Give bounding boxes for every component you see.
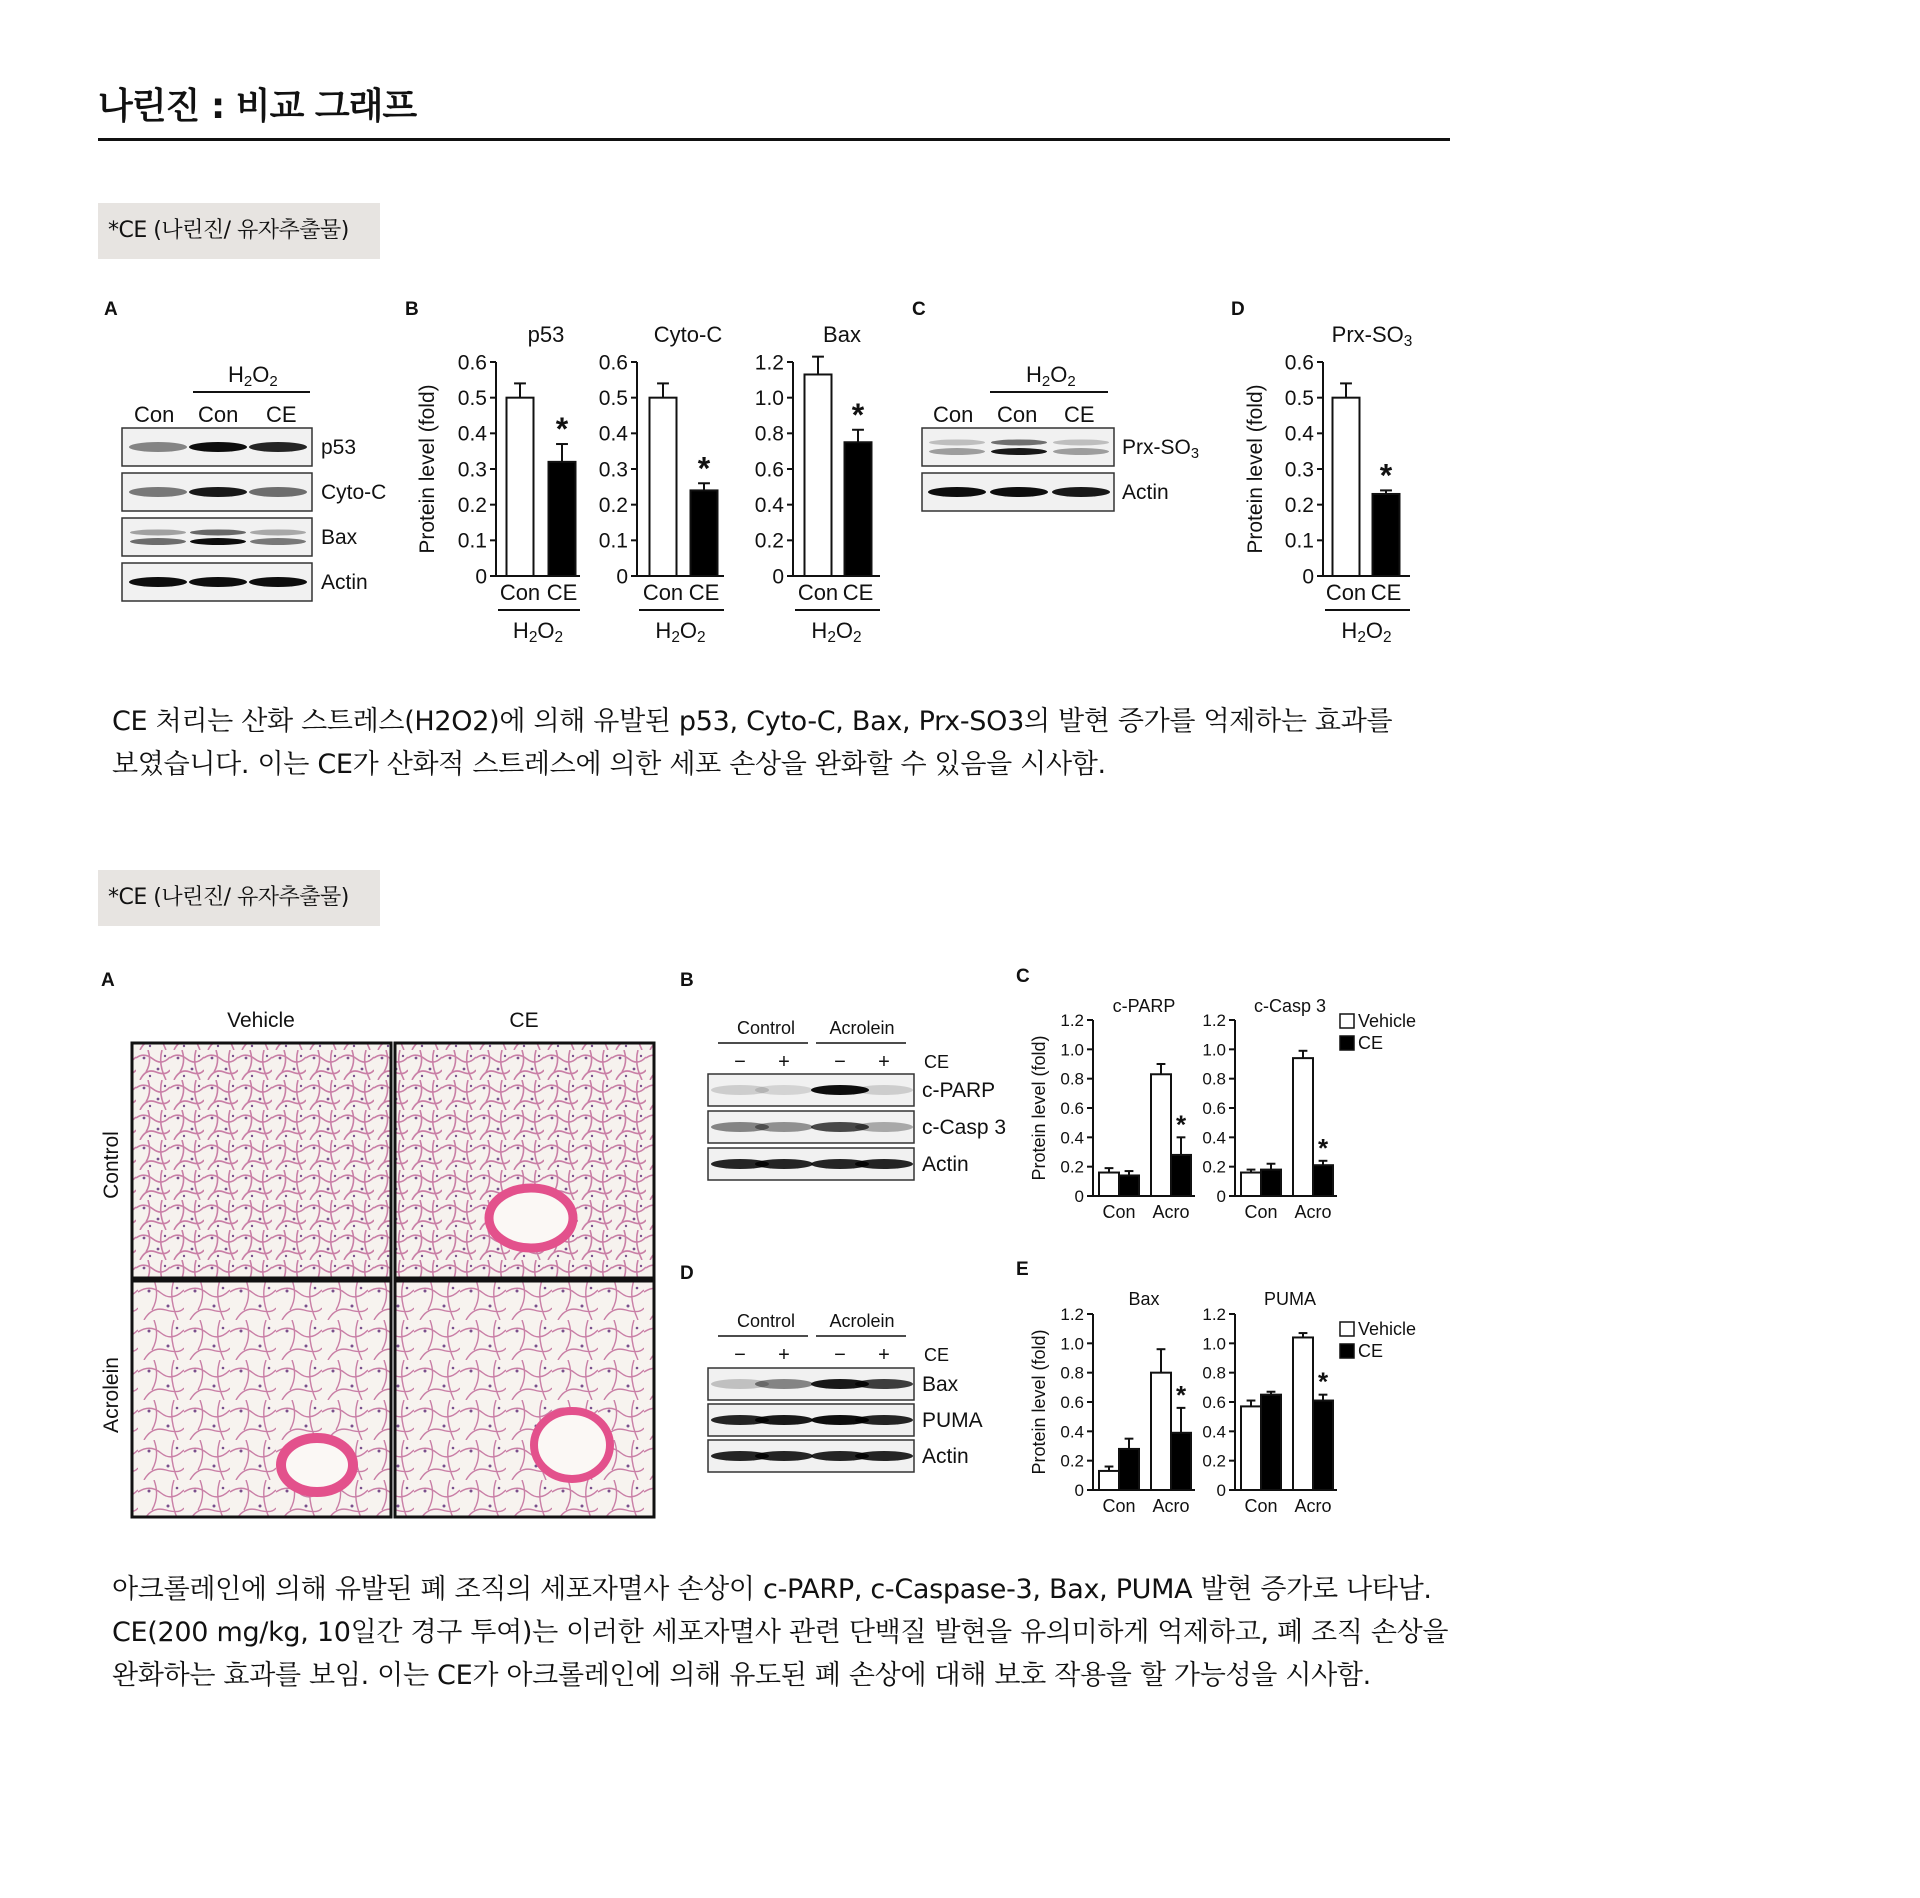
chart-bax (755, 322, 880, 646)
histology-control-ce (395, 1043, 654, 1278)
bar (1293, 1058, 1313, 1196)
band (189, 442, 247, 452)
x-axis-label: H2O2 (512, 618, 564, 646)
bar (1373, 494, 1400, 576)
histology-acrolein-vehicle (132, 1281, 391, 1517)
significance-star: * (697, 450, 711, 487)
airway-acrolein-vehicle (281, 1438, 353, 1492)
x-tick-label: Con (642, 580, 684, 605)
blot-strip-bax (708, 1368, 914, 1400)
y-tick-label: 0 (1074, 1480, 1084, 1500)
blot-strip-p53 (122, 428, 312, 466)
y-tick-label: 0.6 (754, 458, 784, 482)
y-tick-label: 1.2 (1202, 1304, 1226, 1324)
blot-strip-c-casp-3 (708, 1111, 914, 1143)
y-tick-label: 0.1 (457, 529, 487, 553)
band (855, 1415, 913, 1425)
section-tag-1: *CE (나린진/ 유자추출물) (98, 203, 380, 259)
y-tick-label: 0.5 (457, 387, 487, 411)
legend-swatch (1340, 1322, 1354, 1336)
bar (1241, 1406, 1261, 1490)
significance-star: * (1317, 1132, 1329, 1163)
blot-row-label: Actin (922, 1445, 969, 1468)
blot-row-label: Prx-SO3 (1122, 436, 1200, 462)
band (249, 442, 307, 452)
x-tick-label: Con (1244, 1496, 1278, 1516)
bar (1099, 1471, 1119, 1490)
y-tick-label: 0.3 (1284, 458, 1314, 482)
y-tick-label: 0 (1216, 1186, 1226, 1206)
chart-title: Prx-SO3 (1331, 322, 1413, 350)
blot-strip-actin (708, 1148, 914, 1180)
band (189, 577, 247, 587)
title-divider (98, 138, 1450, 141)
band (190, 529, 246, 535)
blot-a-lane-1: Con (134, 402, 175, 427)
blot-c-lane-1: Con (933, 402, 974, 427)
blot-b-sign-1: − (734, 1051, 746, 1073)
blot-b-group-control: Control (736, 1018, 796, 1038)
significance-star: * (1317, 1366, 1329, 1397)
blot-b-sign-3: − (834, 1051, 846, 1073)
bar (1293, 1337, 1313, 1490)
x-tick-label: Con (1102, 1496, 1136, 1516)
band (990, 487, 1048, 497)
bar (507, 398, 534, 576)
chart-title: p53 (527, 322, 565, 347)
band (190, 538, 246, 545)
legend-swatch (1340, 1014, 1354, 1028)
band (811, 1159, 869, 1169)
band (711, 1122, 769, 1132)
histology-row-acrolein: Acrolein (100, 1357, 123, 1433)
blot-d-group-acrolein: Acrolein (829, 1311, 895, 1331)
blot-strip-actin (708, 1440, 914, 1472)
airway-control-ce (489, 1188, 573, 1248)
x-tick-label: CE (1370, 580, 1402, 605)
x-tick-label: Con (1102, 1202, 1136, 1222)
band (130, 538, 186, 545)
y-tick-label: 0.4 (457, 422, 487, 446)
y-tick-label: 0 (772, 565, 784, 589)
panel-label-a: A (104, 299, 118, 320)
band (811, 1122, 869, 1132)
band (129, 577, 187, 587)
significance-star: * (1379, 457, 1393, 494)
y-tick-label: 0 (616, 565, 628, 589)
blot-c-group-label: H2O2 (1026, 362, 1076, 390)
band (855, 1379, 913, 1389)
page-title: 나린진 : 비교 그래프 (98, 86, 417, 127)
y-tick-label: 1.0 (1202, 1040, 1226, 1060)
y-tick-label: 0.4 (1060, 1422, 1084, 1442)
histology-grid (100, 1009, 654, 1517)
legend-label: CE (1358, 1341, 1384, 1361)
band (811, 1379, 869, 1389)
bar (1261, 1170, 1281, 1196)
bar (1241, 1173, 1261, 1196)
y-tick-label: 1.2 (1060, 1010, 1084, 1030)
blot-row-label: Actin (1122, 481, 1169, 504)
histology-col-vehicle: Vehicle (227, 1009, 295, 1032)
band (129, 442, 187, 452)
panel-label-d: D (1231, 299, 1245, 320)
band (1052, 487, 1110, 497)
band (1053, 448, 1109, 455)
description-paragraph-2 (112, 1568, 1472, 1697)
fig2-panel-label-d: D (680, 1263, 694, 1284)
y-tick-label: 0.8 (1060, 1069, 1084, 1089)
blot-c-lane-2: Con (997, 402, 1038, 427)
paragraph-2-line-1: 아크롤레인에 의해 유발된 폐 조직의 세포자멸사 손상이 c-PARP, c-Caspase-3, Bax, PUMA 발현 증가로 나타남. (112, 1574, 1432, 1605)
chart-title: Bax (823, 322, 861, 347)
blot-row-label: c-Casp 3 (922, 1116, 1007, 1139)
fig2-panel-label-b: B (680, 970, 694, 991)
blot-b-group-acrolein: Acrolein (829, 1018, 895, 1038)
y-tick-label: 0.1 (598, 529, 628, 553)
blot-strip-bax (122, 518, 312, 556)
band (929, 448, 985, 455)
band (991, 448, 1047, 455)
bar (1313, 1401, 1333, 1490)
bar (1261, 1395, 1281, 1490)
blot-b-ce-label: CE (924, 1052, 950, 1072)
y-tick-label: 1.0 (754, 387, 784, 411)
y-tick-label: 0.2 (598, 494, 628, 518)
band (711, 1085, 769, 1095)
legend-label: Vehicle (1358, 1319, 1417, 1339)
chart-bax (1029, 1289, 1195, 1516)
y-tick-label: 0.4 (754, 494, 784, 518)
paragraph-1-line-2: 보였습니다. 이는 CE가 산화적 스트레스에 의한 세포 손상을 완화할 수 있음을 시사함. (112, 749, 1106, 780)
bar (1333, 398, 1360, 576)
significance-star: * (555, 411, 569, 448)
chart-title: c-PARP (1112, 996, 1176, 1016)
blot-d-sign-1: − (734, 1344, 746, 1366)
y-tick-label: 0 (1216, 1480, 1226, 1500)
band (811, 1415, 869, 1425)
x-tick-label: Acro (1294, 1202, 1332, 1222)
y-tick-label: 0.4 (1202, 1422, 1226, 1442)
y-tick-label: 0.2 (754, 529, 784, 553)
bar (1313, 1165, 1333, 1196)
y-tick-label: 0.8 (754, 422, 784, 446)
western-blot-fig2-d (708, 1311, 983, 1472)
blot-strip-c-parp (708, 1074, 914, 1106)
blot-b-sign-4: + (878, 1051, 890, 1073)
blot-row-label: Bax (321, 526, 358, 549)
band (755, 1415, 813, 1425)
x-axis-label: H2O2 (811, 618, 862, 646)
y-tick-label: 0.8 (1202, 1069, 1226, 1089)
chart-title: Cyto-C (653, 322, 723, 347)
band (130, 529, 186, 535)
blot-row-label: c-PARP (922, 1079, 996, 1102)
blot-strip-puma (708, 1404, 914, 1436)
band (711, 1415, 769, 1425)
description-paragraph-1 (112, 700, 1472, 786)
band (250, 529, 306, 535)
legend-label: CE (1358, 1033, 1384, 1053)
band (811, 1451, 869, 1461)
y-tick-label: 0.2 (1202, 1451, 1226, 1471)
band (855, 1122, 913, 1132)
y-tick-label: 0.8 (1060, 1363, 1084, 1383)
band (755, 1451, 813, 1461)
bar (1119, 1449, 1139, 1490)
fig2-panel-label-c: C (1016, 966, 1030, 987)
y-tick-label: 1.0 (1060, 1334, 1084, 1354)
y-tick-label: 0.8 (1202, 1363, 1226, 1383)
y-tick-label: 1.2 (1202, 1010, 1226, 1030)
section-tag-2: *CE (나린진/ 유자추출물) (98, 870, 380, 926)
significance-star: * (1175, 1109, 1187, 1140)
chart-prx-so3 (1244, 322, 1412, 646)
y-tick-label: 0.2 (1060, 1451, 1084, 1471)
y-axis-label: Protein level (fold) (416, 384, 439, 554)
y-tick-label: 0.4 (1202, 1128, 1226, 1148)
y-tick-label: 0.5 (1284, 387, 1314, 411)
bar (1171, 1155, 1191, 1196)
band (711, 1451, 769, 1461)
x-tick-label: Acro (1152, 1496, 1190, 1516)
paragraph-2-line-2: CE(200 mg/kg, 10일간 경구 투여)는 이러한 세포자멸사 관련 단백질 발현을 유의미하게 억제하고, 폐 조직 손상을 (112, 1617, 1449, 1648)
y-tick-label: 1.2 (1060, 1304, 1084, 1324)
x-tick-label: Con (797, 580, 839, 605)
band (711, 1379, 769, 1389)
band (929, 439, 985, 445)
band (755, 1159, 813, 1169)
blot-strip-actin (122, 563, 312, 601)
paragraph-2-line-3: 완화하는 효과를 보임. 이는 CE가 아크롤레인에 의해 유도된 폐 손상에 대해 보호 작용을 할 가능성을 시사함. (112, 1660, 1371, 1691)
blot-d-sign-2: + (778, 1344, 790, 1366)
y-tick-label: 0.4 (1060, 1128, 1084, 1148)
y-tick-label: 0.6 (1060, 1098, 1084, 1118)
chart-title: PUMA (1263, 1289, 1317, 1309)
y-tick-label: 1.2 (754, 351, 784, 375)
y-axis-label: Protein level (fold) (1029, 1329, 1049, 1475)
blot-row-label: Actin (321, 571, 368, 594)
band (755, 1379, 813, 1389)
band (855, 1159, 913, 1169)
bar (1119, 1175, 1139, 1196)
bar (805, 374, 832, 576)
x-axis-label: H2O2 (1341, 618, 1392, 646)
y-axis-label: Protein level (fold) (1029, 1035, 1049, 1181)
blot-row-label: PUMA (922, 1409, 983, 1432)
x-tick-label: Acro (1294, 1496, 1332, 1516)
x-tick-label: Con (499, 580, 541, 605)
western-blot-a (122, 362, 386, 601)
blot-row-label: p53 (321, 436, 357, 459)
blot-row-label: Cyto-C (321, 481, 387, 504)
panel-label-c: C (912, 299, 926, 320)
western-blot-fig2-b (708, 1018, 1006, 1180)
blot-a-lane-3: CE (266, 402, 297, 427)
paragraph-1-line-1: CE 처리는 산화 스트레스(H2O2)에 의해 유발된 p53, Cyto-C, Bax, Prx-SO3의 발현 증가를 억제하는 효과를 (112, 706, 1393, 737)
x-tick-label: CE (688, 580, 720, 605)
y-tick-label: 0.6 (1202, 1392, 1226, 1412)
y-tick-label: 0.6 (598, 351, 628, 375)
y-tick-label: 1.0 (1202, 1334, 1226, 1354)
western-blot-c (922, 362, 1199, 511)
significance-star: * (851, 396, 865, 433)
x-tick-label: CE (546, 580, 578, 605)
y-axis-label: Protein level (fold) (1244, 384, 1267, 554)
y-tick-label: 0 (475, 565, 487, 589)
band (755, 1085, 813, 1095)
y-tick-label: 0.6 (1060, 1392, 1084, 1412)
fig2-panel-label-e: E (1016, 1259, 1029, 1280)
y-tick-label: 0.4 (1284, 422, 1314, 446)
blot-strip-actin (922, 473, 1114, 511)
blot-d-group-control: Control (736, 1311, 796, 1331)
band (1053, 439, 1109, 445)
histology-acrolein-ce (395, 1281, 654, 1517)
panel-label-b: B (405, 299, 419, 320)
blot-d-ce-label: CE (924, 1345, 950, 1365)
histology-control-vehicle (132, 1043, 391, 1278)
y-tick-label: 0.3 (457, 458, 487, 482)
band (249, 577, 307, 587)
band (811, 1085, 869, 1095)
y-tick-label: 0.2 (1284, 494, 1314, 518)
y-tick-label: 1.0 (1060, 1040, 1084, 1060)
blot-a-group-label: H2O2 (228, 362, 278, 390)
band (129, 487, 187, 497)
chart-puma (1202, 1289, 1416, 1516)
bar (1099, 1173, 1119, 1196)
y-tick-label: 0 (1074, 1186, 1084, 1206)
bar (549, 462, 576, 576)
bar (691, 490, 718, 576)
chart-cyto-c (599, 322, 724, 646)
significance-star: * (1175, 1379, 1187, 1410)
fig2-panel-label-a: A (101, 970, 115, 991)
y-tick-label: 0.2 (1202, 1157, 1226, 1177)
band (991, 439, 1047, 445)
bar (650, 398, 677, 576)
blot-a-lane-2: Con (198, 402, 239, 427)
bar (1171, 1433, 1191, 1490)
y-tick-label: 0.2 (1060, 1157, 1084, 1177)
chart-title: Bax (1128, 1289, 1160, 1309)
x-axis-label: H2O2 (655, 618, 706, 646)
legend-swatch (1340, 1344, 1354, 1358)
y-tick-label: 0 (1302, 565, 1314, 589)
blot-strip-cyto-c (122, 473, 312, 511)
blot-d-sign-3: − (834, 1344, 846, 1366)
legend-label: Vehicle (1358, 1011, 1417, 1031)
blot-c-lane-3: CE (1064, 402, 1095, 427)
blot-b-sign-2: + (778, 1051, 790, 1073)
x-tick-label: Con (1325, 580, 1367, 605)
y-tick-label: 0.3 (598, 458, 628, 482)
y-tick-label: 0.4 (598, 422, 628, 446)
histology-row-control: Control (100, 1131, 123, 1199)
chart-title: c-Casp 3 (1253, 996, 1327, 1016)
x-tick-label: Acro (1152, 1202, 1190, 1222)
band (755, 1122, 813, 1132)
y-tick-label: 0.5 (598, 387, 628, 411)
bar (845, 442, 872, 576)
band (250, 538, 306, 545)
blot-d-sign-4: + (878, 1344, 890, 1366)
chart-c-casp-3 (1202, 996, 1416, 1222)
chart-c-parp (1029, 996, 1195, 1222)
bar (1151, 1373, 1171, 1490)
band (249, 487, 307, 497)
histology-col-ce: CE (509, 1009, 539, 1032)
y-tick-label: 0.6 (1202, 1098, 1226, 1118)
band (855, 1085, 913, 1095)
y-tick-label: 0.6 (1284, 351, 1314, 375)
blot-strip-prx-so3 (922, 428, 1114, 466)
band (928, 487, 986, 497)
bar (1151, 1074, 1171, 1196)
airway-acrolein-ce (534, 1411, 610, 1479)
blot-row-label: Actin (922, 1153, 969, 1176)
legend-swatch (1340, 1036, 1354, 1050)
band (855, 1451, 913, 1461)
blot-row-label: Bax (922, 1373, 959, 1396)
y-tick-label: 0.6 (457, 351, 487, 375)
y-tick-label: 0.2 (457, 494, 487, 518)
x-tick-label: CE (842, 580, 874, 605)
x-tick-label: Con (1244, 1202, 1278, 1222)
band (711, 1159, 769, 1169)
band (189, 487, 247, 497)
y-tick-label: 0.1 (1284, 529, 1314, 553)
chart-p53 (416, 322, 580, 646)
